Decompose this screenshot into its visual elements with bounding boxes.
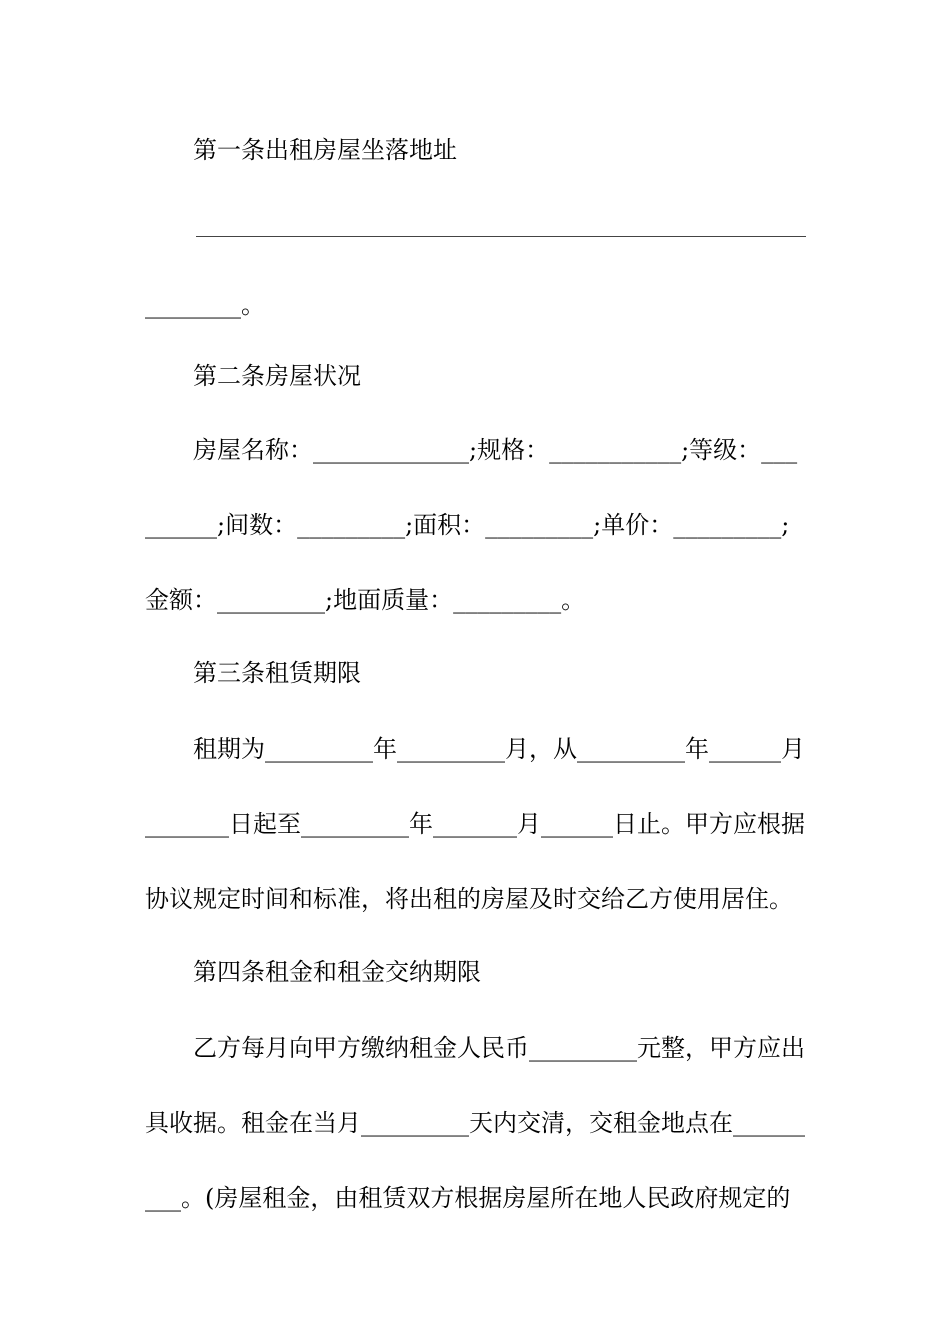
article-3-line-1: 租期为_________年_________月，从_________年______月 <box>193 735 805 763</box>
article-4-line-3: ___。(房屋租金，由租赁双方根据房屋所在地人民政府规定的 <box>145 1184 791 1212</box>
article-4-line-1: 乙方每月向甲方缴纳租金人民币_________元整，甲方应出 <box>193 1034 805 1062</box>
article-2-line-1: 房屋名称：_____________;规格：___________;等级：___ <box>193 436 798 464</box>
article-3-line-2: _______日起至_________年_______月______日止。甲方应根据 <box>145 810 805 838</box>
article-4-heading: 第四条租金和租金交纳期限 <box>193 958 481 986</box>
article-2-heading: 第二条房屋状况 <box>193 362 361 390</box>
article-1-address-end: ________。 <box>145 291 265 319</box>
article-2-line-2: ______;间数：_________;面积：_________;单价：_________; <box>145 511 790 539</box>
article-3-heading: 第三条租赁期限 <box>193 659 361 687</box>
article-3-line-3: 协议规定时间和标准，将出租的房屋及时交给乙方使用居住。 <box>145 885 793 913</box>
address-blank-line <box>196 236 806 237</box>
article-2-line-3: 金额：_________;地面质量：_________。 <box>145 586 586 614</box>
article-1-heading: 第一条出租房屋坐落地址 <box>193 136 457 164</box>
article-4-line-2: 具收据。租金在当月_________天内交清，交租金地点在______ <box>145 1109 805 1137</box>
